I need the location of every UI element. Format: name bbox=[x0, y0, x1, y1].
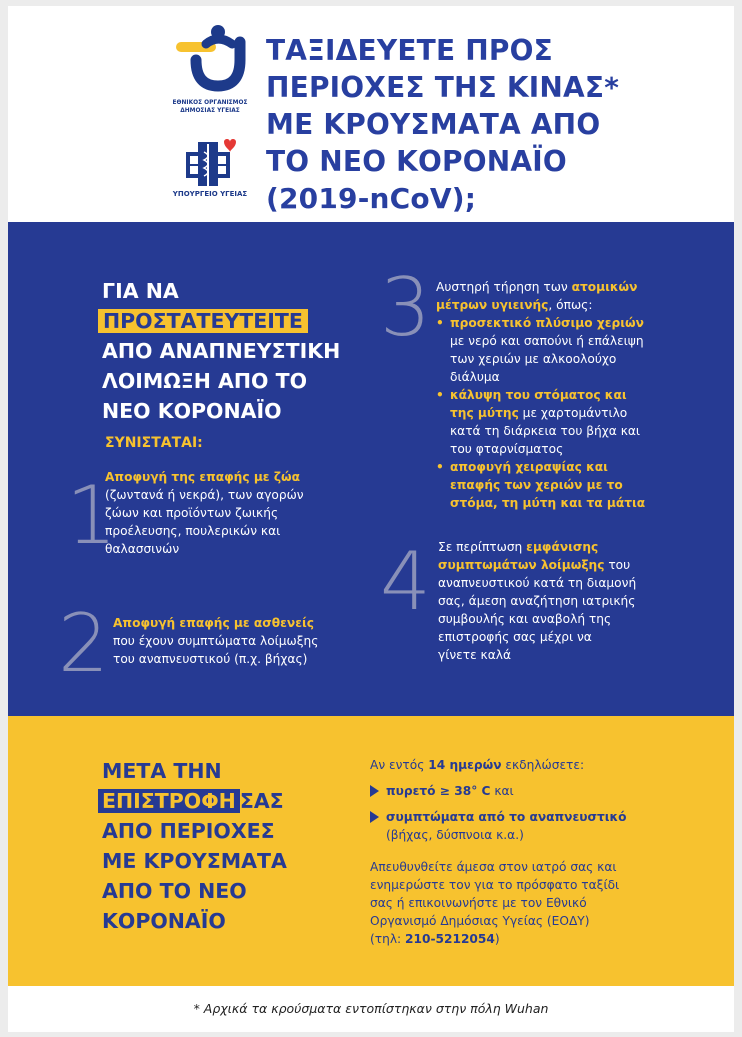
symptom-respiratory-detail: (βήχας, δύσπνοια κ.α.) bbox=[386, 828, 524, 842]
step-1-title: Αποφυγή της επαφής με ζώα bbox=[105, 470, 300, 484]
hygiene-item-line: με νερό και σαπούνι ή επάλειψη bbox=[450, 334, 644, 348]
hygiene-item-line: του φταρνίσματος bbox=[450, 442, 564, 456]
phone-line bbox=[370, 930, 710, 948]
triangle-bullet-icon bbox=[370, 811, 379, 823]
step-3 bbox=[436, 278, 706, 512]
step-4-line: συμβουλής και αναβολή της bbox=[438, 612, 612, 626]
ministry-logo bbox=[168, 138, 252, 208]
after-return-heading-highlight: ΕΠΙΣΤΡΟΦΗ bbox=[98, 789, 240, 813]
protection-heading bbox=[102, 276, 362, 426]
symptom-fever-label: πυρετό ≥ 38° C bbox=[386, 784, 491, 798]
step-2 bbox=[113, 614, 373, 668]
advice-line: Οργανισμό Δημόσιας Υγείας (ΕΟΔΥ) bbox=[370, 914, 590, 928]
step-3-intro-tail: , όπως: bbox=[548, 298, 593, 312]
after-return-heading-line-1: ΜΕΤΑ ΤΗΝ bbox=[102, 759, 222, 783]
footnote: * Αρχικά τα κρούσματα εντοπίστηκαν στην πόλη Wuhan bbox=[193, 1001, 549, 1016]
step-4-line: αναπνευστικού κατά τη διαμονή bbox=[438, 576, 637, 590]
step-1-line: (ζωντανά ή νεκρά), των αγορών bbox=[105, 488, 304, 502]
step-2-line: που έχουν συμπτώματα λοίμωξης bbox=[113, 634, 319, 648]
symptom-respiratory-label: συμπτώματα από το αναπνευστικό bbox=[386, 810, 627, 824]
after-return-heading bbox=[102, 756, 352, 936]
ministry-logo-text: ΥΠΟΥΡΓΕΙΟ ΥΓΕΙΑΣ bbox=[172, 190, 248, 198]
title-line-1: ΤΑΞΙΔΕΥΕΤΕ ΠΡΟΣ bbox=[266, 34, 553, 67]
protection-heading-line-3: ΑΠΟ ΑΝΑΠΝΕΥΣΤΙΚΗ bbox=[102, 339, 341, 363]
step-4-bold: εμφάνισης bbox=[526, 540, 599, 554]
step-4 bbox=[438, 538, 708, 664]
symptom-intro bbox=[370, 756, 710, 774]
symptom-fever-tail: και bbox=[490, 784, 514, 798]
recommended-label: ΣΥΝΙΣΤΑΤΑΙ: bbox=[105, 435, 203, 451]
protection-section bbox=[8, 222, 734, 716]
protection-heading-line-1: ΓΙΑ ΝΑ bbox=[102, 279, 179, 303]
hygiene-item-title: προσεκτικό πλύσιμο χεριών bbox=[450, 316, 644, 330]
hygiene-item-tail: με χαρτομάντιλο bbox=[518, 406, 628, 420]
ministry-cross-heart-icon bbox=[180, 138, 240, 188]
step-4-line: σας, άμεση αναζήτηση ιατρικής bbox=[438, 594, 636, 608]
contact-advice bbox=[370, 858, 710, 948]
symptom-intro-post: εκδηλώσετε: bbox=[501, 758, 585, 772]
step-4-line: επιστροφής σας μέχρι να bbox=[438, 630, 592, 644]
step-4-tail: του bbox=[604, 558, 631, 572]
step-1-line: ζώων και προϊόντων ζωικής bbox=[105, 506, 279, 520]
step-1 bbox=[105, 468, 365, 558]
title-line-3: ΜΕ ΚΡΟΥΣΜΑΤΑ ΑΠΟ bbox=[266, 108, 601, 141]
triangle-bullet-icon bbox=[370, 785, 379, 797]
protection-heading-line-4: ΛΟΙΜΩΞΗ ΑΠΟ ΤΟ bbox=[102, 369, 307, 393]
bullet-icon: • bbox=[436, 388, 444, 402]
step-2-line: του αναπνευστικού (π.χ. βήχας) bbox=[113, 652, 308, 666]
hygiene-item-title: κάλυψη του στόματος και bbox=[450, 388, 627, 402]
eody-logo-icon bbox=[176, 24, 246, 96]
title-line-4: ΤΟ ΝΕΟ ΚΟΡΟΝΑΪΟ bbox=[266, 145, 567, 178]
eody-logo-line-2: ΔΗΜΟΣΙΑΣ ΥΓΕΙΑΣ bbox=[180, 106, 240, 114]
hygiene-item-title: επαφής των χεριών με το bbox=[450, 478, 623, 492]
title-line-5: (2019-nCoV); bbox=[266, 182, 477, 215]
title-line-2: ΠΕΡΙΟΧΕΣ ΤΗΣ ΚΙΝΑΣ* bbox=[266, 71, 620, 104]
hygiene-item-line: κατά τη διάρκεια του βήχα και bbox=[450, 424, 641, 438]
step-number-2: 2 bbox=[58, 597, 109, 690]
step-3-intro: Αυστηρή τήρηση των bbox=[436, 280, 568, 294]
eody-logo-text bbox=[168, 98, 252, 114]
after-return-heading-line-4: ΜΕ ΚΡΟΥΣΜΑΤΑ bbox=[102, 849, 287, 873]
after-return-heading-line-3: ΑΠΟ ΠΕΡΙΟΧΕΣ bbox=[102, 819, 275, 843]
hygiene-item-title: της μύτης bbox=[450, 406, 519, 420]
eody-logo bbox=[168, 24, 252, 124]
step-3-intro-bold: ατομικών bbox=[571, 280, 638, 294]
step-4-bold: συμπτωμάτων λοίμωξης bbox=[438, 558, 605, 572]
hygiene-item-handwashing bbox=[436, 314, 706, 386]
step-number-3: 3 bbox=[380, 261, 431, 354]
step-1-line: προέλευσης, πουλερικών και bbox=[105, 524, 281, 538]
page-title bbox=[266, 32, 716, 217]
eody-logo-line-1: ΕΘΝΙΚΟΣ ΟΡΓΑΝΙΣΜΟΣ bbox=[172, 98, 248, 106]
hygiene-item-cover-mouth bbox=[436, 386, 706, 458]
step-4-line: γίνετε καλά bbox=[438, 648, 511, 662]
hygiene-item-line: των χεριών με αλκοολούχο bbox=[450, 352, 617, 366]
step-4-intro: Σε περίπτωση bbox=[438, 540, 523, 554]
after-return-section bbox=[8, 716, 734, 986]
step-3-intro-bold: μέτρων υγιεινής bbox=[436, 298, 549, 312]
after-return-heading-suffix: ΣΑΣ bbox=[239, 789, 284, 813]
step-1-line: θαλασσινών bbox=[105, 542, 180, 556]
logos bbox=[168, 24, 252, 208]
advice-line: σας ή επικοινωνήστε με τον Εθνικό bbox=[370, 896, 587, 910]
hygiene-item-title: αποφυγή χειραψίας και bbox=[450, 460, 608, 474]
symptom-intro-pre: Αν εντός bbox=[370, 758, 429, 772]
symptom-fever bbox=[370, 782, 710, 800]
after-return-heading-line-5: ΑΠΟ ΤΟ ΝΕΟ bbox=[102, 879, 247, 903]
hygiene-list bbox=[436, 314, 706, 512]
hygiene-item-line: διάλυμα bbox=[450, 370, 500, 384]
protection-heading-highlight: ΠΡΟΣΤΑΤΕΥΤΕΙΤΕ bbox=[98, 309, 308, 333]
advice-line: ενημερώστε τον για το πρόσφατο ταξίδι bbox=[370, 878, 620, 892]
poster bbox=[8, 6, 734, 1032]
symptom-respiratory bbox=[370, 808, 710, 844]
phone-label: (τηλ: bbox=[370, 932, 406, 946]
phone-close: ) bbox=[494, 932, 500, 946]
hygiene-item-avoid-handshake bbox=[436, 458, 706, 512]
advice-line: Απευθυνθείτε άμεσα στον ιατρό σας και bbox=[370, 860, 617, 874]
phone-number[interactable]: 210-5212054 bbox=[405, 932, 495, 946]
hygiene-item-title: στόμα, τη μύτη και τα μάτια bbox=[450, 496, 646, 510]
step-number-1: 1 bbox=[66, 469, 117, 562]
step-2-title: Αποφυγή επαφής με ασθενείς bbox=[113, 616, 314, 630]
bullet-icon: • bbox=[436, 316, 444, 330]
protection-heading-line-5: ΝΕΟ ΚΟΡΟΝΑΪΟ bbox=[102, 399, 282, 423]
bullet-icon: • bbox=[436, 460, 444, 474]
symptom-intro-days: 14 ημερών bbox=[428, 758, 502, 772]
after-return-heading-line-6: ΚΟΡΟΝΑΪΟ bbox=[102, 909, 226, 933]
after-return-instructions bbox=[370, 756, 710, 948]
step-number-4: 4 bbox=[380, 535, 431, 628]
